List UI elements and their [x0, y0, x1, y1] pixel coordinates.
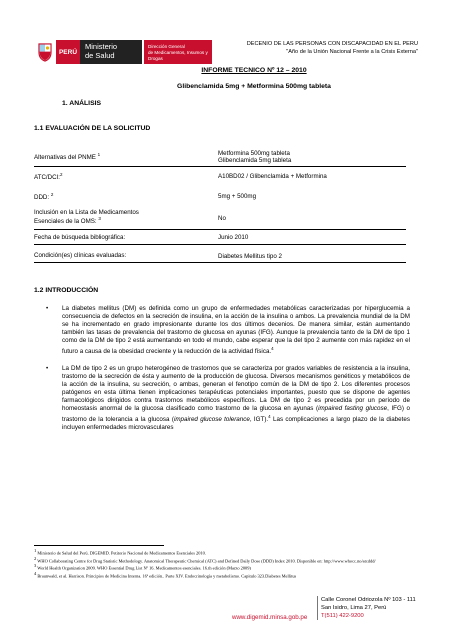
logo-ministerio-line1: Ministerio — [85, 42, 118, 51]
table-row — [34, 183, 406, 203]
logo-direccion — [144, 40, 212, 64]
table-row — [34, 245, 406, 263]
section-introduccion: 1.2 INTRODUCCIÓN — [34, 287, 99, 294]
intro-paragraph-2: • La DM de tipo 2 es un grupo heterogéneo de trastornos que se caracteriza por grados variables de resistencia a la insulina, trastorno de la secreción de ésta y aumento de la producción de glucosa. Diversos mecanismos genéticos y metabólicos de la acción de la insulina, su secreción, o ambas, generan el fenotipo común de la DM de tipo 2. Los diferentes procesos patógenos en esta última tienen implicaciones terapéuticas potenciales importantes, puesto que se dispone de agentes farmacológicos dirigidos contra trastornos metabólicos específicos. La DM de tipo 2 es precedida por un período de homeostasis anormal de la glucosa clasificado como trastorno de la glucosa en ayunas (impaired fasting glucose, IFG) o trastorno de la tolerancia a la glucosa (impaired glucose tolerance, IGT).$^4$ Las complicaciones a largo plazo de la diabetes incluyen enfermedades microvasculares — [46, 364, 410, 432]
section-evaluacion: 1.1 EVALUACIÓN DE LA SOLICITUD — [34, 125, 151, 132]
table-label: Alternativas del PNME $^1$ — [34, 148, 218, 167]
alt-1: Metformina 500mg tableta — [218, 150, 290, 157]
logo-ministerio-line2: de Salud — [85, 50, 115, 60]
address-line1: Calle Coronel Odriozola Nº 103 - 111 — [321, 597, 416, 603]
table-value — [218, 148, 406, 167]
header-motto — [247, 41, 418, 56]
logo-direccion-line1: Dirección General — [148, 44, 185, 49]
intro-body — [46, 305, 410, 440]
table-value: No — [218, 203, 406, 230]
bullet-icon: • — [46, 364, 49, 372]
footer-address — [317, 596, 421, 620]
table-label: DDD: $^2$ — [34, 192, 54, 202]
section-analisis: 1. ANÁLISIS — [62, 100, 102, 107]
coat-of-arms-icon — [34, 40, 56, 64]
logo-direccion-line2: de Medicamentos, Insumos y Drogas — [148, 50, 208, 61]
alt-2: Glibenclamida 5mg tableta — [218, 157, 292, 164]
phone-number: T(511) 422-9200 — [321, 613, 364, 619]
footnote-divider — [34, 545, 164, 546]
minsa-logo — [34, 40, 212, 64]
report-subtitle: Glibenclamida 5mg + Metformina 500mg tableta — [177, 83, 331, 90]
evaluation-table — [34, 148, 406, 263]
table-value: Junio 2010 — [218, 230, 406, 245]
footnotes — [34, 548, 409, 579]
table-label: Fecha de búsqueda bibliográfica: — [34, 230, 218, 245]
footnote: $^3$ World Health Organization 2009. WHO Essential Drug List Nº 16. Medicamentos esenciales. 16.th edición (Marzo 2009) — [34, 563, 251, 571]
bullet-icon: • — [46, 305, 49, 312]
intro-paragraph-1: • La diabetes mellitus (DM) es definida como un grupo de enfermedades metabólicas caracterizadas por hiperglucemia a consecuencia de defectos en la secreción de insulina, en la acción de la insulina o ambos. La prevalencia mundial de la DM se ha incrementado en grado impresionante durante los dos últimos decenios. De manera similar, están aumentando también las tasas de prevalencia del trastorno de glucosa en ayunas (IFG). Aunque la prevalencia tanto de la DM de tipo 1 como de la DM de tipo 2 está aumentando en todo el mundo, cabe esperar que la del tipo 2 aumente con más rapidez en el futuro a causa de la obesidad creciente y la reducción de la actividad física.$^4$ — [46, 305, 410, 356]
logo-peru: PERÚ — [56, 40, 80, 64]
footnote: $^4$ Braunwald, et al. Harrison. Principios de Medicina Interna. 16ª edición.. Parte XIV. Endocrinología y metabolismo. Capitulo 323.Diabetes Mellitus — [34, 571, 297, 579]
table-label: ATC/DCI:$^2$ — [34, 172, 63, 182]
footnote: $^1$ Ministerio de Salud del Perú. DIGEMID. Petitorio Nacional de Medicamentos Esenciales 2010. — [34, 548, 206, 556]
footer-website-link[interactable]: www.digemid.minsa.gob.pe — [232, 614, 308, 621]
table-row — [34, 167, 406, 184]
who-label-line2: Esenciales de la OMS: $^3$ — [34, 216, 101, 226]
who-label-line1: Inclusión en la Lista de Medicamentos — [34, 209, 139, 217]
table-label: Condición(es) clínicas evaluadas: — [34, 245, 218, 263]
table-row — [34, 203, 406, 230]
address-line2: San Isidro, Lima 27, Perú — [321, 605, 387, 611]
report-title: INFORME TECNICO Nº 12 – 2010 — [201, 67, 307, 74]
table-row — [34, 148, 406, 167]
table-value: A10BD02 / Glibenclamida + Metformina — [218, 173, 327, 181]
table-row — [34, 230, 406, 245]
anio-text: "Año de la Unión Nacional Frente a la Crisis Externa" — [286, 48, 418, 55]
decenio-text: DECENIO DE LAS PERSONAS CON DISCAPACIDAD EN EL PERU — [246, 41, 418, 47]
table-value: Diabetes Mellitus tipo 2 — [218, 245, 406, 263]
logo-ministerio — [80, 40, 142, 64]
footnote: $^2$ WHO Collaborating Centre for Drug Statistic Methodology. Anatomical Therapeutic Chemical (ATC) and Defined Daily Dose (DDD) Index 2010. Disponible en: http://www.whocc.no/atcddd/ — [34, 555, 376, 564]
table-value: 5mg + 500mg — [218, 193, 257, 201]
table-label — [34, 203, 218, 230]
